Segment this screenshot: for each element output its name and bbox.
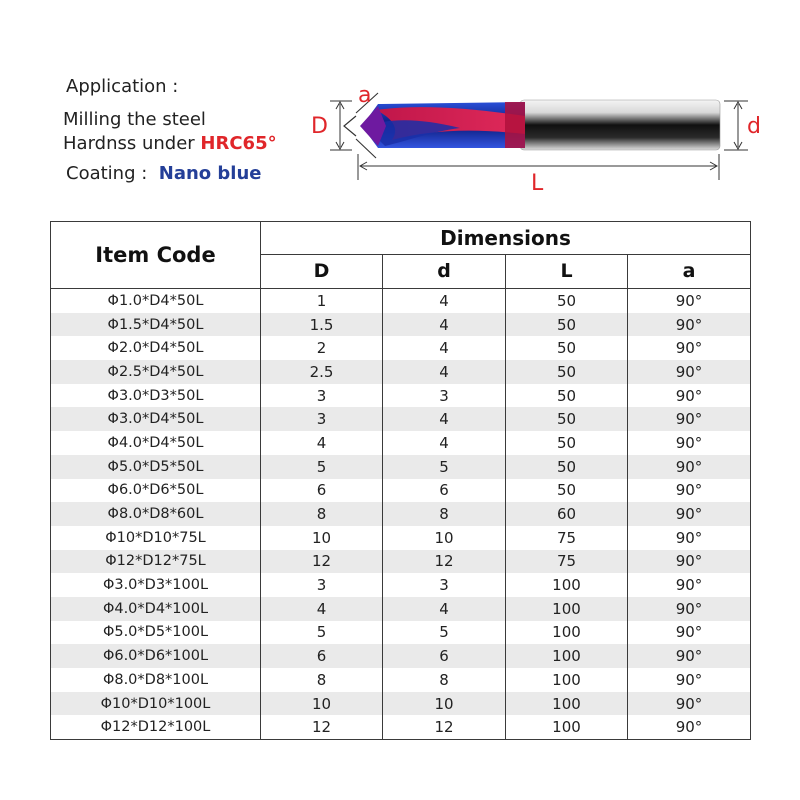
cell-a: 90° — [628, 479, 751, 503]
cell-L: 50 — [506, 479, 628, 503]
table-row — [51, 313, 751, 337]
item-code: Φ3.0*D3*100L — [51, 573, 261, 597]
item-code: Φ5.0*D5*50L — [51, 455, 261, 479]
drill-coating-band — [505, 102, 525, 148]
cell-L: 100 — [506, 644, 628, 668]
item-code: Φ10*D10*75L — [51, 526, 261, 550]
cell-D: 3 — [261, 384, 383, 408]
cell-d: 10 — [383, 526, 506, 550]
cell-a: 90° — [628, 526, 751, 550]
cell-a: 90° — [628, 597, 751, 621]
cell-d: 8 — [383, 668, 506, 692]
chamfer-drill-diagram — [0, 0, 800, 210]
table-row — [51, 431, 751, 455]
cell-a: 90° — [628, 715, 751, 739]
cell-a: 90° — [628, 455, 751, 479]
cell-a: 90° — [628, 668, 751, 692]
coating-label: Coating : — [66, 163, 148, 184]
cell-d: 5 — [383, 455, 506, 479]
table-row — [51, 360, 751, 384]
item-code: Φ2.5*D4*50L — [51, 360, 261, 384]
cell-d: 12 — [383, 550, 506, 574]
D-label: D — [311, 114, 328, 139]
cell-d: 8 — [383, 502, 506, 526]
item-code: Φ12*D12*100L — [51, 715, 261, 739]
table-row — [51, 597, 751, 621]
cell-D: 4 — [261, 597, 383, 621]
cell-a: 90° — [628, 289, 751, 313]
cell-a: 90° — [628, 336, 751, 360]
table-row — [51, 692, 751, 716]
cell-D: 6 — [261, 479, 383, 503]
table-row — [51, 550, 751, 574]
dimensions-header: Dimensions — [261, 222, 751, 255]
table-row — [51, 715, 751, 739]
item-code-header: Item Code — [51, 222, 261, 289]
cell-D: 1.5 — [261, 313, 383, 337]
item-code: Φ2.0*D4*50L — [51, 336, 261, 360]
hardness-value: HRC65° — [200, 133, 277, 154]
header-L: L — [506, 254, 628, 288]
cell-D: 8 — [261, 502, 383, 526]
item-code: Φ4.0*D4*50L — [51, 431, 261, 455]
L-label: L — [531, 171, 544, 196]
cell-d: 4 — [383, 431, 506, 455]
cell-D: 2 — [261, 336, 383, 360]
table-row — [51, 502, 751, 526]
table-row — [51, 573, 751, 597]
table-row — [51, 407, 751, 431]
table-row — [51, 289, 751, 313]
application-line-1: Milling the steel — [63, 109, 206, 130]
cell-d: 10 — [383, 692, 506, 716]
item-code: Φ5.0*D5*100L — [51, 621, 261, 645]
cell-L: 100 — [506, 692, 628, 716]
cell-L: 50 — [506, 336, 628, 360]
item-code: Φ8.0*D8*60L — [51, 502, 261, 526]
item-code: Φ10*D10*100L — [51, 692, 261, 716]
cell-D: 5 — [261, 455, 383, 479]
cell-d: 6 — [383, 644, 506, 668]
cell-L: 100 — [506, 573, 628, 597]
item-code: Φ4.0*D4*100L — [51, 597, 261, 621]
cell-L: 50 — [506, 431, 628, 455]
cell-D: 12 — [261, 715, 383, 739]
cell-D: 2.5 — [261, 360, 383, 384]
cell-a: 90° — [628, 313, 751, 337]
cell-d: 4 — [383, 407, 506, 431]
item-code: Φ3.0*D3*50L — [51, 384, 261, 408]
header-a: a — [628, 254, 751, 288]
cell-L: 75 — [506, 550, 628, 574]
table-row — [51, 668, 751, 692]
table-row — [51, 621, 751, 645]
cell-D: 6 — [261, 644, 383, 668]
cell-d: 12 — [383, 715, 506, 739]
cell-a: 90° — [628, 644, 751, 668]
cell-d: 3 — [383, 573, 506, 597]
header-d: d — [383, 254, 506, 288]
angle-label: a — [358, 83, 372, 108]
table-row — [51, 644, 751, 668]
cell-D: 12 — [261, 550, 383, 574]
cell-L: 50 — [506, 384, 628, 408]
cell-d: 4 — [383, 313, 506, 337]
cell-L: 50 — [506, 407, 628, 431]
cell-D: 1 — [261, 289, 383, 313]
item-code: Φ6.0*D6*100L — [51, 644, 261, 668]
cell-D: 4 — [261, 431, 383, 455]
cell-d: 4 — [383, 289, 506, 313]
cell-a: 90° — [628, 431, 751, 455]
table-row — [51, 384, 751, 408]
table-row — [51, 479, 751, 503]
item-code: Φ3.0*D4*50L — [51, 407, 261, 431]
cell-d: 6 — [383, 479, 506, 503]
item-code: Φ8.0*D8*100L — [51, 668, 261, 692]
table-row — [51, 526, 751, 550]
item-code: Φ12*D12*75L — [51, 550, 261, 574]
cell-L: 100 — [506, 597, 628, 621]
cell-a: 90° — [628, 573, 751, 597]
cell-L: 50 — [506, 313, 628, 337]
coating-value: Nano blue — [158, 163, 262, 184]
cell-d: 4 — [383, 336, 506, 360]
cell-a: 90° — [628, 502, 751, 526]
cell-L: 100 — [506, 621, 628, 645]
cell-L: 50 — [506, 360, 628, 384]
item-code: Φ6.0*D6*50L — [51, 479, 261, 503]
table-body — [51, 289, 751, 740]
cell-L: 100 — [506, 668, 628, 692]
cell-d: 4 — [383, 597, 506, 621]
cell-a: 90° — [628, 621, 751, 645]
cell-a: 90° — [628, 360, 751, 384]
cell-a: 90° — [628, 692, 751, 716]
cell-a: 90° — [628, 550, 751, 574]
cell-a: 90° — [628, 407, 751, 431]
angle-arc — [344, 116, 356, 136]
specifications-table — [50, 221, 751, 740]
cell-D: 10 — [261, 692, 383, 716]
cell-a: 90° — [628, 384, 751, 408]
item-code: Φ1.0*D4*50L — [51, 289, 261, 313]
cell-L: 50 — [506, 289, 628, 313]
cell-D: 5 — [261, 621, 383, 645]
d-label: d — [747, 114, 761, 139]
table-row — [51, 336, 751, 360]
cell-d: 5 — [383, 621, 506, 645]
hardness-prefix: Hardnss under — [63, 133, 201, 154]
table-row — [51, 455, 751, 479]
item-code: Φ1.5*D4*50L — [51, 313, 261, 337]
cell-L: 60 — [506, 502, 628, 526]
cell-L: 75 — [506, 526, 628, 550]
cell-d: 3 — [383, 384, 506, 408]
cell-D: 3 — [261, 573, 383, 597]
header-D: D — [261, 254, 383, 288]
application-label: Application : — [66, 76, 179, 97]
cell-d: 4 — [383, 360, 506, 384]
cell-L: 100 — [506, 715, 628, 739]
cell-D: 3 — [261, 407, 383, 431]
cell-D: 10 — [261, 526, 383, 550]
cell-L: 50 — [506, 455, 628, 479]
cell-D: 8 — [261, 668, 383, 692]
drill-shank — [520, 100, 720, 150]
